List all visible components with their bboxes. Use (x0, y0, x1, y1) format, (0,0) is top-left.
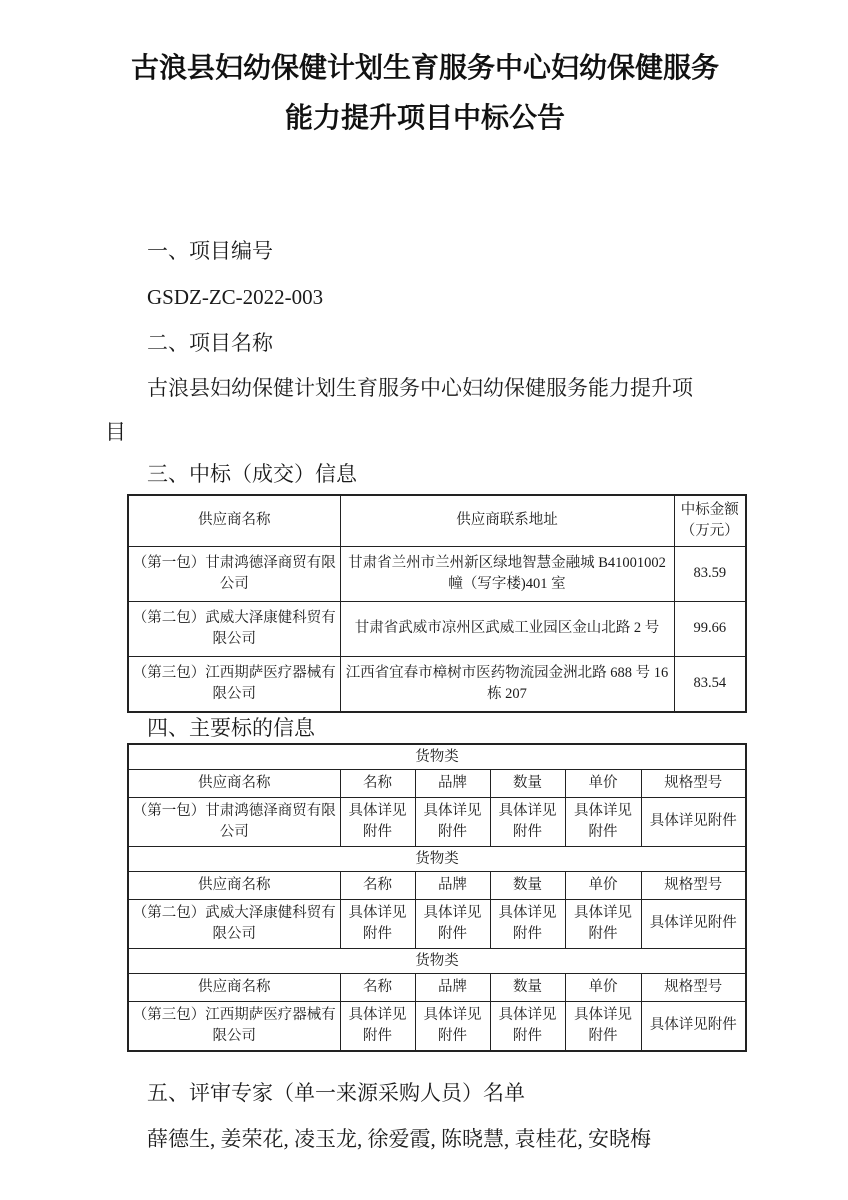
items-header-row (128, 974, 746, 1002)
items-header-name: 名称 (340, 770, 415, 798)
award-amount-cell: 83.59 (674, 547, 746, 602)
items-category-row (128, 847, 746, 872)
items-name-cell: 具体详见附件 (340, 798, 415, 847)
items-quantity-cell: 具体详见附件 (490, 1002, 565, 1052)
supplier-name-cell: （第三包）江西期萨医疗器械有限公司 (128, 657, 340, 713)
items-supplier-cell: （第三包）江西期萨医疗器械有限公司 (128, 1002, 340, 1052)
items-category-label: 货物类 (128, 847, 746, 872)
items-header-brand: 品牌 (415, 770, 490, 798)
items-header-supplier: 供应商名称 (128, 770, 340, 798)
supplier-address-cell: 江西省宜春市樟树市医药物流园金洲北路 688 号 16 栋 207 (340, 657, 674, 713)
items-header-name: 名称 (340, 872, 415, 900)
supplier-address-cell: 甘肃省兰州市兰州新区绿地智慧金融城 B41001002 幢（写字楼)401 室 (340, 547, 674, 602)
items-brand-cell: 具体详见附件 (415, 900, 490, 949)
award-table-header-row (128, 495, 746, 547)
award-header-address: 供应商联系地址 (340, 495, 674, 547)
items-spec-cell: 具体详见附件 (641, 900, 746, 949)
award-table-row-1 (128, 547, 746, 602)
section-2-heading: 二、项目名称 (147, 331, 273, 355)
items-header-brand: 品牌 (415, 872, 490, 900)
items-header-quantity: 数量 (490, 974, 565, 1002)
award-header-supplier: 供应商名称 (128, 495, 340, 547)
award-table (127, 494, 747, 713)
items-unit-price-cell: 具体详见附件 (565, 900, 641, 949)
page-title-line-1: 古浪县妇幼保健计划生育服务中心妇幼保健服务 (130, 53, 719, 84)
items-header-supplier: 供应商名称 (128, 974, 340, 1002)
items-name-cell: 具体详见附件 (340, 1002, 415, 1052)
items-header-spec: 规格型号 (641, 974, 746, 1002)
section-5-heading: 五、评审专家（单一来源采购人员）名单 (147, 1081, 525, 1105)
items-quantity-cell: 具体详见附件 (490, 900, 565, 949)
items-brand-cell: 具体详见附件 (415, 1002, 490, 1052)
items-header-quantity: 数量 (490, 770, 565, 798)
items-header-name: 名称 (340, 974, 415, 1002)
items-supplier-cell: （第二包）武威大泽康健科贸有限公司 (128, 900, 340, 949)
items-header-row (128, 872, 746, 900)
page-title-line-2: 能力提升项目中标公告 (284, 103, 565, 134)
items-header-unit-price: 单价 (565, 974, 641, 1002)
items-category-label: 货物类 (128, 949, 746, 974)
items-header-brand: 品牌 (415, 974, 490, 1002)
items-data-row-1 (128, 798, 746, 847)
project-name-value: 古浪县妇幼保健计划生育服务中心妇幼保健服务能力提升项目 (105, 376, 693, 444)
items-spec-cell: 具体详见附件 (641, 1002, 746, 1052)
section-1-heading: 一、项目编号 (147, 239, 273, 263)
items-quantity-cell: 具体详见附件 (490, 798, 565, 847)
items-header-quantity: 数量 (490, 872, 565, 900)
supplier-name-cell: （第一包）甘肃鸿德泽商贸有限公司 (128, 547, 340, 602)
items-header-unit-price: 单价 (565, 872, 641, 900)
items-header-row (128, 770, 746, 798)
items-unit-price-cell: 具体详见附件 (565, 1002, 641, 1052)
section-3-heading: 三、中标（成交）信息 (147, 462, 357, 486)
items-brand-cell: 具体详见附件 (415, 798, 490, 847)
page-title (105, 44, 745, 144)
items-spec-cell: 具体详见附件 (641, 798, 746, 847)
items-category-row (128, 744, 746, 770)
items-category-row (128, 949, 746, 974)
items-data-row-2 (128, 900, 746, 949)
items-name-cell: 具体详见附件 (340, 900, 415, 949)
experts-names: 薛德生, 姜荣花, 凌玉龙, 徐爱霞, 陈晓慧, 袁桂花, 安晓梅 (147, 1127, 651, 1151)
items-header-spec: 规格型号 (641, 770, 746, 798)
project-number-value: GSDZ-ZC-2022-003 (147, 285, 324, 309)
supplier-address-cell: 甘肃省武威市凉州区武威工业园区金山北路 2 号 (340, 602, 674, 657)
items-unit-price-cell: 具体详见附件 (565, 798, 641, 847)
items-data-row-3 (128, 1002, 746, 1052)
items-table (127, 743, 747, 1052)
award-amount-cell: 83.54 (674, 657, 746, 713)
items-header-supplier: 供应商名称 (128, 872, 340, 900)
section-4-heading: 四、主要标的信息 (147, 716, 315, 740)
award-amount-cell: 99.66 (674, 602, 746, 657)
award-table-row-3 (128, 657, 746, 713)
items-header-unit-price: 单价 (565, 770, 641, 798)
items-supplier-cell: （第一包）甘肃鸿德泽商贸有限公司 (128, 798, 340, 847)
supplier-name-cell: （第二包）武威大泽康健科贸有限公司 (128, 602, 340, 657)
items-header-spec: 规格型号 (641, 872, 746, 900)
award-header-amount: 中标金额（万元） (674, 495, 746, 547)
award-table-row-2 (128, 602, 746, 657)
items-category-label: 货物类 (128, 744, 746, 770)
